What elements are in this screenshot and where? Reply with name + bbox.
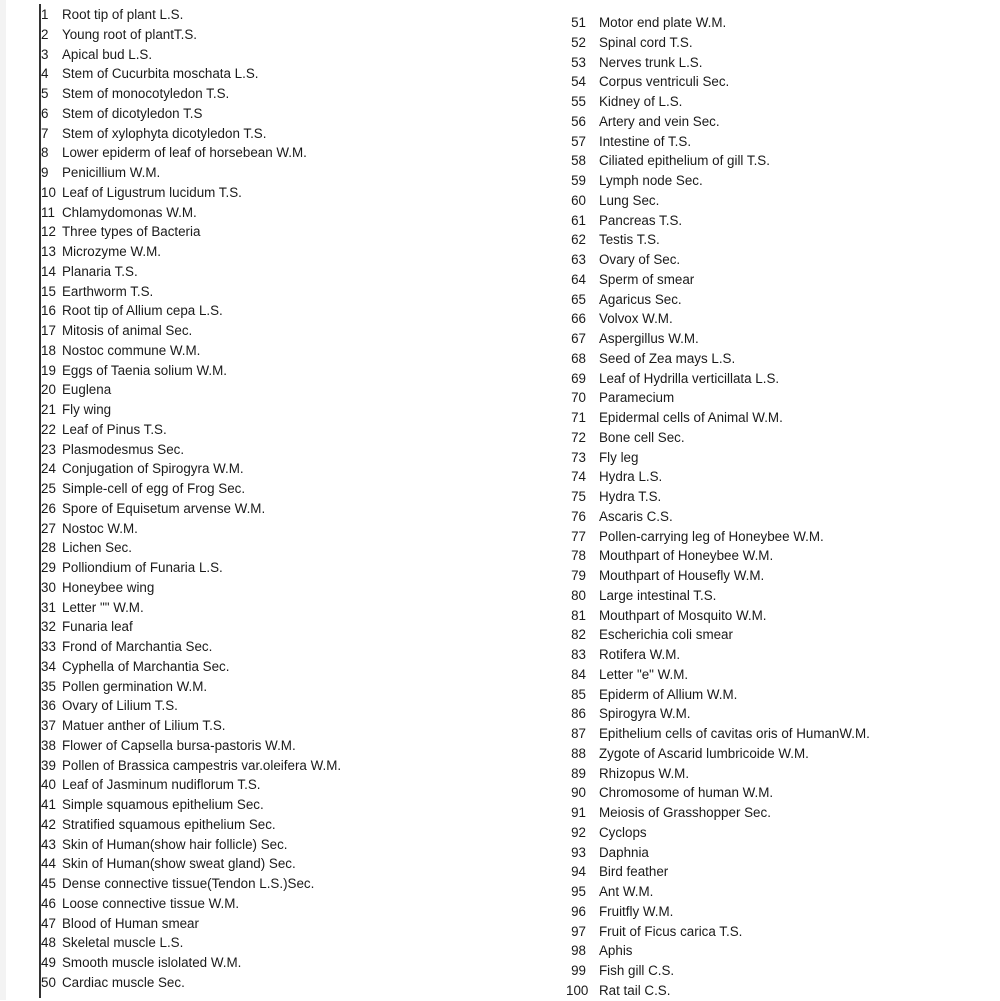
item-number: 34	[41, 658, 56, 674]
item-title: Aspergillus W.M.	[599, 331, 699, 346]
page-gutter	[0, 0, 6, 1000]
item-title: Kidney of L.S.	[599, 94, 683, 109]
item-title: Blood of Human smear	[62, 915, 199, 931]
item-number: 55	[571, 94, 586, 109]
item-number: 64	[571, 271, 586, 287]
item-number: 51	[571, 15, 586, 30]
item-number: 100	[566, 982, 589, 998]
item-title: Epithelium cells of cavitas oris of HumanW.M.	[599, 726, 870, 741]
item-number: 20	[41, 382, 56, 398]
item-number: 54	[571, 74, 586, 90]
item-number: 74	[571, 469, 586, 485]
item-number: 62	[571, 232, 586, 248]
item-number: 31	[41, 599, 56, 615]
item-number: 4	[41, 66, 49, 82]
item-number: 28	[41, 540, 56, 556]
item-number: 11	[41, 204, 55, 220]
item-title: Young root of plantT.S.	[62, 26, 197, 42]
item-title: Fly wing	[62, 402, 112, 417]
item-title: Large intestinal T.S.	[599, 587, 717, 603]
item-title: Nostoc W.M.	[62, 520, 138, 536]
item-number: 2	[41, 26, 49, 42]
item-title: Root tip of Allium cepa L.S.	[62, 303, 223, 319]
item-title: Lichen Sec.	[62, 540, 132, 556]
item-number: 96	[571, 903, 586, 919]
item-title: Meiosis of Grasshopper Sec.	[599, 805, 771, 820]
item-title: Epidermal cells of Animal W.M.	[599, 410, 783, 425]
item-title: Euglena	[62, 382, 112, 398]
item-title: Rat tail C.S.	[599, 982, 671, 998]
item-number: 45	[41, 876, 56, 891]
item-title: Penicillium W.M.	[62, 165, 161, 180]
item-title: Apical bud L.S.	[62, 46, 153, 62]
item-number: 16	[41, 303, 56, 319]
item-title: Bone cell Sec.	[599, 429, 685, 445]
item-title: Rhizopus W.M.	[599, 765, 690, 781]
item-number: 82	[571, 627, 586, 643]
item-number: 9	[41, 165, 49, 180]
item-number: 65	[571, 291, 586, 307]
item-number: 50	[41, 974, 56, 990]
item-number: 25	[41, 481, 56, 496]
item-title: Eggs of Taenia solium W.M.	[62, 362, 227, 378]
item-title: Funaria leaf	[62, 619, 133, 635]
item-number: 15	[41, 283, 56, 299]
item-title: Planaria T.S.	[62, 263, 138, 279]
item-title: Flower of Capsella bursa-pastoris W.M.	[62, 737, 296, 753]
item-number: 32	[41, 619, 56, 635]
item-title: Simple-cell of egg of Frog Sec.	[62, 481, 246, 496]
item-number: 81	[571, 607, 586, 623]
item-number: 35	[41, 678, 56, 694]
item-number: 7	[41, 125, 49, 141]
item-title: Plasmodesmus Sec.	[62, 441, 185, 457]
item-title: Stem of xylophyta dicotyledon T.S.	[62, 125, 267, 141]
item-title: Spinal cord T.S.	[599, 34, 693, 50]
item-number: 49	[41, 955, 56, 970]
item-number: 29	[41, 560, 56, 575]
item-number: 13	[41, 244, 56, 259]
item-number: 17	[41, 323, 56, 338]
item-number: 6	[41, 105, 49, 121]
item-title: Cyclops	[599, 824, 647, 840]
item-title: Agaricus Sec.	[599, 291, 682, 307]
item-number: 79	[571, 568, 586, 583]
item-title: Mouthpart of Mosquito W.M.	[599, 607, 767, 623]
item-number: 63	[571, 252, 586, 267]
item-number: 66	[571, 311, 586, 327]
item-title: Volvox W.M.	[599, 311, 673, 327]
item-title: Nostoc commune W.M.	[62, 342, 201, 358]
item-number: 26	[41, 500, 56, 516]
item-number: 10	[41, 184, 56, 200]
item-title: Fish gill C.S.	[599, 963, 675, 978]
item-number: 61	[571, 212, 586, 228]
item-title: Chromosome of human W.M.	[599, 785, 774, 801]
item-number: 58	[571, 153, 586, 169]
item-title: Seed of Zea mays L.S.	[599, 350, 736, 366]
item-number: 41	[41, 797, 56, 812]
item-number: 22	[41, 421, 56, 437]
item-title: Ciliated epithelium of gill T.S.	[599, 153, 770, 169]
item-number: 57	[571, 133, 586, 149]
item-title: Artery and vein Sec.	[599, 113, 720, 129]
item-number: 68	[571, 350, 586, 366]
item-number: 97	[571, 923, 586, 939]
item-title: Leaf of Jasminum nudiflorum T.S.	[62, 777, 261, 793]
item-number: 70	[571, 390, 586, 406]
item-title: Mouthpart of Honeybee W.M.	[599, 548, 774, 564]
item-title: Earthworm T.S.	[62, 283, 154, 299]
item-number: 44	[41, 856, 56, 872]
item-title: Lung Sec.	[599, 192, 660, 208]
item-number: 18	[41, 342, 56, 358]
item-title: Matuer anther of Lilium T.S.	[62, 718, 226, 733]
item-title: Three types of Bacteria	[62, 224, 201, 240]
item-title: Loose connective tissue W.M.	[62, 895, 240, 911]
item-title: Cyphella of Marchantia Sec.	[62, 658, 230, 674]
item-number: 42	[41, 816, 56, 832]
item-title: Aphis	[599, 943, 633, 959]
item-number: 83	[571, 647, 586, 662]
item-number: 89	[571, 765, 586, 781]
item-title: Hydra T.S.	[599, 489, 662, 504]
item-title: Ovary of Sec.	[599, 252, 681, 267]
item-number: 60	[571, 192, 586, 208]
item-title: Honeybee wing	[62, 579, 155, 595]
item-title: Letter "" W.M.	[62, 599, 144, 615]
item-title: Epiderm of Allium W.M.	[599, 686, 738, 702]
item-title: Intestine of T.S.	[599, 133, 692, 149]
item-number: 92	[571, 824, 586, 840]
item-title: Dense connective tissue(Tendon L.S.)Sec.	[62, 876, 315, 891]
item-title: Ascaris C.S.	[599, 508, 673, 524]
item-title: Root tip of plant L.S.	[62, 7, 184, 22]
item-title: Stratified squamous epithelium Sec.	[62, 816, 276, 832]
item-title: Mouthpart of Housefly W.M.	[599, 568, 765, 583]
item-title: Pollen germination W.M.	[62, 678, 208, 694]
item-number: 94	[571, 864, 586, 880]
item-title: Cardiac muscle Sec.	[62, 974, 185, 990]
item-title: Conjugation of Spirogyra W.M.	[62, 461, 244, 477]
item-title: Leaf of Pinus T.S.	[62, 421, 167, 437]
item-title: Stem of monocotyledon T.S.	[62, 86, 230, 101]
item-number: 85	[571, 686, 586, 702]
item-title: Sperm of smear	[599, 271, 695, 287]
item-title: Lower epiderm of leaf of horsebean W.M.	[62, 145, 307, 161]
item-number: 30	[41, 579, 56, 595]
item-title: Fly leg	[599, 449, 639, 465]
item-title: Spore of Equisetum arvense W.M.	[62, 500, 266, 516]
item-number: 99	[571, 963, 586, 978]
item-title: Simple squamous epithelium Sec.	[62, 797, 264, 812]
item-number: 47	[41, 915, 56, 931]
item-title: Motor end plate W.M.	[599, 15, 727, 30]
item-number: 14	[41, 263, 56, 279]
item-number: 73	[571, 449, 586, 465]
item-number: 71	[571, 410, 586, 425]
item-title: Microzyme W.M.	[62, 244, 161, 259]
item-number: 95	[571, 884, 586, 899]
item-title: Escherichia coli smear	[599, 627, 733, 643]
item-title: Polliondium of Funaria L.S.	[62, 560, 223, 575]
item-number: 53	[571, 54, 586, 70]
item-number: 19	[41, 362, 56, 378]
item-number: 88	[571, 745, 586, 761]
item-number: 36	[41, 698, 56, 714]
item-number: 12	[41, 224, 56, 240]
item-title: Skin of Human(show sweat gland) Sec.	[62, 856, 296, 872]
item-number: 5	[41, 86, 49, 101]
item-title: Chlamydomonas W.M.	[62, 204, 197, 220]
item-title: Smooth muscle islolated W.M.	[62, 955, 242, 970]
item-number: 90	[571, 785, 586, 801]
item-title: Letter "e" W.M.	[599, 666, 689, 682]
item-title: Skeletal muscle L.S.	[62, 935, 184, 951]
item-title: Frond of Marchantia Sec.	[62, 639, 213, 654]
item-title: Nerves trunk L.S.	[599, 54, 703, 70]
item-number: 38	[41, 737, 56, 753]
item-title: Corpus ventriculi Sec.	[599, 74, 730, 90]
item-title: Pollen-carrying leg of Honeybee W.M.	[599, 528, 824, 544]
item-title: Skin of Human(show hair follicle) Sec.	[62, 836, 288, 852]
item-title: Spirogyra W.M.	[599, 706, 691, 722]
item-number: 24	[41, 461, 56, 477]
item-title: Ovary of Lilium T.S.	[62, 698, 178, 714]
item-number: 72	[571, 429, 586, 445]
item-title: Paramecium	[599, 390, 675, 406]
item-title: Pancreas T.S.	[599, 212, 683, 228]
item-title: Bird feather	[599, 864, 669, 880]
item-number: 3	[41, 46, 49, 62]
item-number: 33	[41, 639, 56, 654]
item-title: Fruitfly W.M.	[599, 903, 674, 919]
item-number: 77	[571, 528, 586, 544]
item-title: Leaf of Ligustrum lucidum T.S.	[62, 184, 242, 200]
item-title: Stem of Cucurbita moschata L.S.	[62, 66, 259, 82]
item-number: 87	[571, 726, 586, 741]
item-number: 1	[41, 7, 49, 22]
item-number: 78	[571, 548, 586, 564]
item-title: Stem of dicotyledon T.S	[62, 105, 203, 121]
item-number: 75	[571, 489, 586, 504]
item-number: 8	[41, 145, 49, 161]
item-number: 98	[571, 943, 586, 959]
item-title: Rotifera W.M.	[599, 647, 681, 662]
item-title: Ant W.M.	[599, 884, 654, 899]
item-number: 52	[571, 34, 586, 50]
item-number: 59	[571, 173, 586, 188]
item-title: Pollen of Brassica campestris var.oleifera W.M.	[62, 757, 342, 773]
item-number: 93	[571, 844, 586, 860]
item-number: 40	[41, 777, 56, 793]
item-title: Leaf of Hydrilla verticillata L.S.	[599, 370, 780, 386]
item-number: 91	[571, 805, 586, 820]
item-number: 23	[41, 441, 56, 457]
item-number: 80	[571, 587, 586, 603]
item-number: 48	[41, 935, 56, 951]
item-title: Hydra L.S.	[599, 469, 663, 485]
item-number: 76	[571, 508, 586, 524]
item-number: 21	[41, 402, 56, 417]
item-title: Zygote of Ascarid lumbricoide W.M.	[599, 745, 809, 761]
item-number: 86	[571, 706, 586, 722]
item-title: Lymph node Sec.	[599, 173, 703, 188]
item-number: 43	[41, 836, 56, 852]
item-number: 56	[571, 113, 586, 129]
item-number: 67	[571, 331, 586, 346]
item-number: 37	[41, 718, 56, 733]
item-number: 69	[571, 370, 586, 386]
item-number: 27	[41, 520, 56, 536]
item-number: 46	[41, 895, 56, 911]
item-number: 84	[571, 666, 586, 682]
item-title: Fruit of Ficus carica T.S.	[599, 923, 743, 939]
item-title: Daphnia	[599, 844, 649, 860]
item-number: 39	[41, 757, 56, 773]
item-title: Mitosis of animal Sec.	[62, 323, 193, 338]
item-title: Testis T.S.	[599, 232, 660, 248]
